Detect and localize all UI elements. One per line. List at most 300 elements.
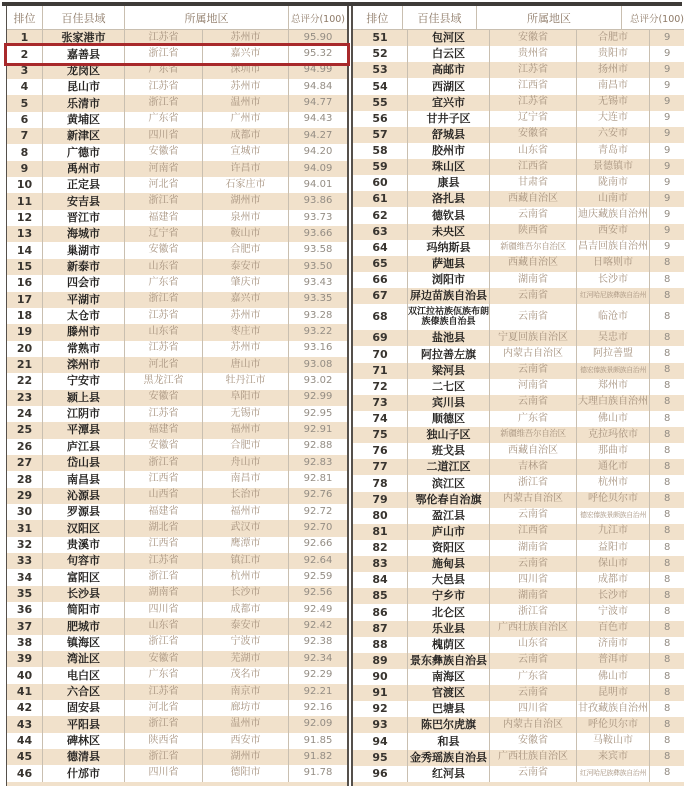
- rank-cell: 53: [353, 62, 408, 78]
- table-row: [7, 390, 347, 406]
- rank-cell: 39: [7, 651, 43, 667]
- county-cell: 浏阳市: [408, 272, 490, 288]
- rank-cell: 46: [7, 765, 43, 781]
- city-cell: 佛山市: [577, 669, 650, 685]
- rank-cell: 1: [7, 30, 43, 46]
- province-cell: 福建省: [125, 422, 203, 438]
- score-cell: 8: [664, 310, 671, 322]
- score-cell: 8: [664, 735, 671, 747]
- rank-cell: 55: [353, 95, 408, 111]
- score-cell: 8: [664, 751, 671, 763]
- county-cell: 镇海区: [43, 635, 125, 651]
- city-cell: 宁波市: [203, 635, 289, 651]
- score-cell: 9: [664, 31, 671, 43]
- score-cell: 93.86: [303, 195, 333, 207]
- city-cell: 红河哈尼族彝族自治州: [577, 766, 650, 782]
- score-cell: 8: [664, 428, 671, 440]
- score-cell: 8: [664, 477, 671, 489]
- rank-cell: 93: [353, 717, 408, 733]
- score-cell: 8: [664, 396, 671, 408]
- score-cell: 8: [664, 273, 671, 285]
- county-cell: 双江拉祜族佤族布朗族傣族自治县: [408, 304, 490, 330]
- header-rank: 排位: [353, 6, 403, 29]
- table-row: [7, 733, 347, 749]
- province-cell: 宁夏回族自治区: [490, 330, 577, 346]
- rank-cell: 58: [353, 143, 408, 159]
- rank-cell: 62: [353, 207, 408, 223]
- county-cell: 平湖市: [43, 292, 125, 308]
- province-cell: 安徽省: [125, 242, 203, 258]
- city-cell: 那曲市: [577, 443, 650, 459]
- city-cell: 嘉兴市: [203, 292, 289, 308]
- header-region: 所属地区: [477, 6, 622, 29]
- table-row: [7, 471, 347, 487]
- score-cell: 94.20: [303, 146, 333, 158]
- table-row: [7, 537, 347, 553]
- province-cell: 云南省: [490, 766, 577, 782]
- province-cell: 广东省: [125, 667, 203, 683]
- header-county: 百佳县域: [43, 6, 125, 29]
- table-row: [7, 716, 347, 732]
- province-cell: 广东省: [125, 112, 203, 128]
- rank-cell: 71: [353, 363, 408, 379]
- county-cell: 贵溪市: [43, 537, 125, 553]
- city-cell: 廊坊市: [203, 700, 289, 716]
- county-cell: 汉阳区: [43, 520, 125, 536]
- city-cell: 宣城市: [203, 144, 289, 160]
- score-cell: 93.66: [303, 227, 333, 239]
- rank-cell: 27: [7, 455, 43, 471]
- city-cell: 吴忠市: [577, 330, 650, 346]
- county-cell: 太仓市: [43, 308, 125, 324]
- table-row: [353, 733, 684, 749]
- city-cell: 无锡市: [203, 406, 289, 422]
- city-cell: 牡丹江市: [203, 373, 289, 389]
- rank-cell: 32: [7, 537, 43, 553]
- province-cell: 山东省: [490, 637, 577, 653]
- city-cell: 百色市: [577, 621, 650, 637]
- county-cell: 简阳市: [43, 602, 125, 618]
- rank-cell: 25: [7, 422, 43, 438]
- county-cell: 正定县: [43, 177, 125, 193]
- score-cell: 92.95: [303, 407, 333, 419]
- table-row: [7, 275, 347, 291]
- county-cell: 西湖区: [408, 78, 490, 94]
- score-cell: 9: [664, 112, 671, 124]
- table-row: [353, 288, 684, 304]
- score-cell: 9: [664, 47, 671, 59]
- table-row: [353, 508, 684, 524]
- county-cell: 官渡区: [408, 685, 490, 701]
- right-ranking-table: [351, 6, 684, 786]
- score-cell: 92.99: [303, 391, 333, 403]
- city-cell: 成都市: [203, 602, 289, 618]
- county-cell: 包河区: [408, 30, 490, 46]
- header-region: 所属地区: [125, 6, 289, 29]
- city-cell: 合肥市: [577, 30, 650, 46]
- table-row: [353, 669, 684, 685]
- table-row: [7, 569, 347, 585]
- table-row: [7, 667, 347, 683]
- city-cell: 南京市: [203, 684, 289, 700]
- rank-cell: 76: [353, 443, 408, 459]
- province-cell: 云南省: [490, 395, 577, 411]
- score-cell: 8: [664, 525, 671, 537]
- rank-cell: 52: [353, 46, 408, 62]
- county-cell: 资阳区: [408, 540, 490, 556]
- county-cell: 颍上县: [43, 390, 125, 406]
- province-cell: 江西省: [125, 471, 203, 487]
- table-row: [7, 488, 347, 504]
- table-row: [7, 292, 347, 308]
- score-cell: 94.99: [303, 64, 333, 76]
- province-cell: 四川省: [125, 602, 203, 618]
- rank-cell: 40: [7, 667, 43, 683]
- city-cell: 克拉玛依市: [577, 427, 650, 443]
- city-cell: 日喀则市: [577, 256, 650, 272]
- table-row: [353, 159, 684, 175]
- rank-cell: 59: [353, 159, 408, 175]
- score-cell: 9: [664, 209, 671, 221]
- rank-cell: 79: [353, 492, 408, 508]
- province-cell: 黑龙江省: [125, 373, 203, 389]
- table-row: [7, 651, 347, 667]
- table-row: [353, 685, 684, 701]
- county-cell: 龙岗区: [43, 63, 125, 79]
- rank-cell: 75: [353, 427, 408, 443]
- county-cell: 梁河县: [408, 363, 490, 379]
- province-cell: 江苏省: [125, 684, 203, 700]
- left-table-header: [7, 6, 347, 30]
- score-cell: 92.34: [303, 652, 333, 664]
- province-cell: 内蒙古自治区: [490, 717, 577, 733]
- province-cell: 福建省: [125, 504, 203, 520]
- header-rank: 排位: [7, 6, 43, 29]
- table-row: [7, 63, 347, 79]
- table-row: [7, 586, 347, 602]
- province-cell: 浙江省: [490, 604, 577, 620]
- table-row: [353, 207, 684, 223]
- table-row: [7, 259, 347, 275]
- city-cell: 福州市: [203, 504, 289, 520]
- score-cell: 8: [664, 606, 671, 618]
- province-cell: 安徽省: [490, 30, 577, 46]
- province-cell: 四川省: [125, 128, 203, 144]
- table-row: [353, 588, 684, 604]
- county-cell: 盈江县: [408, 508, 490, 524]
- rank-cell: 56: [353, 111, 408, 127]
- province-cell: 云南省: [490, 363, 577, 379]
- rank-cell: 87: [353, 621, 408, 637]
- county-cell: 黄埔区: [43, 112, 125, 128]
- province-cell: 安徽省: [125, 439, 203, 455]
- province-cell: 浙江省: [125, 455, 203, 471]
- score-cell: 8: [664, 380, 671, 392]
- city-cell: 合肥市: [203, 439, 289, 455]
- city-cell: 德宏傣族景颇族自治州: [577, 508, 650, 524]
- header-county: 百佳县域: [403, 6, 477, 29]
- table-row: [353, 127, 684, 143]
- score-cell: 8: [664, 541, 671, 553]
- rank-cell: 9: [7, 161, 43, 177]
- table-row: [7, 95, 347, 111]
- rank-cell: 69: [353, 330, 408, 346]
- rank-cell: 36: [7, 602, 43, 618]
- province-cell: 江苏省: [490, 62, 577, 78]
- county-cell: 班戈县: [408, 443, 490, 459]
- rank-cell: 29: [7, 488, 43, 504]
- table-row: [7, 177, 347, 193]
- county-cell: 康县: [408, 175, 490, 191]
- city-cell: 西安市: [203, 733, 289, 749]
- right-table-rows: [353, 30, 684, 786]
- county-cell: 乐业县: [408, 621, 490, 637]
- right-table-header: [353, 6, 684, 30]
- city-cell: 临沧市: [577, 304, 650, 330]
- rank-cell: 5: [7, 95, 43, 111]
- province-cell: 四川省: [490, 572, 577, 588]
- score-cell: 8: [664, 589, 671, 601]
- city-cell: 枣庄市: [203, 324, 289, 340]
- province-cell: 河北省: [125, 177, 203, 193]
- province-cell: 河南省: [125, 161, 203, 177]
- county-cell: 嘉善县: [43, 46, 125, 62]
- rank-cell: 60: [353, 175, 408, 191]
- province-cell: 浙江省: [125, 193, 203, 209]
- score-cell: 94.43: [303, 113, 333, 125]
- province-cell: 浙江省: [125, 749, 203, 765]
- table-row: [7, 324, 347, 340]
- table-row: [353, 427, 684, 443]
- table-row: [353, 379, 684, 395]
- province-cell: 云南省: [490, 288, 577, 304]
- score-cell: 8: [664, 460, 671, 472]
- table-row: [353, 475, 684, 491]
- province-cell: 云南省: [490, 508, 577, 524]
- score-cell: 92.42: [303, 620, 333, 632]
- table-row: [353, 459, 684, 475]
- table-row: [353, 443, 684, 459]
- county-cell: 滕州市: [43, 324, 125, 340]
- table-row: [353, 46, 684, 62]
- rank-cell: 15: [7, 259, 43, 275]
- rank-cell: 24: [7, 406, 43, 422]
- rank-cell: 61: [353, 191, 408, 207]
- table-row: [7, 504, 347, 520]
- county-cell: 罗源县: [43, 504, 125, 520]
- rank-cell: 18: [7, 308, 43, 324]
- score-cell: 8: [664, 622, 671, 634]
- county-cell: 湾沚区: [43, 651, 125, 667]
- table-row: [7, 455, 347, 471]
- city-cell: 红河哈尼族彝族自治州: [577, 288, 650, 304]
- score-cell: 93.35: [303, 293, 333, 305]
- score-cell: 9: [664, 160, 671, 172]
- city-cell: 福州市: [203, 422, 289, 438]
- county-cell: 金秀瑶族自治县: [408, 750, 490, 766]
- city-cell: 泰安市: [203, 259, 289, 275]
- rank-cell: 11: [7, 193, 43, 209]
- score-cell: 8: [664, 257, 671, 269]
- score-cell: 94.27: [303, 129, 333, 141]
- city-cell: 青岛市: [577, 143, 650, 159]
- table-row: [7, 749, 347, 765]
- rank-cell: 35: [7, 586, 43, 602]
- score-cell: 92.88: [303, 440, 333, 452]
- city-cell: 杭州市: [577, 475, 650, 491]
- county-cell: 北仑区: [408, 604, 490, 620]
- score-cell: 8: [664, 638, 671, 650]
- county-cell: 广德市: [43, 144, 125, 160]
- province-cell: 西藏自治区: [490, 443, 577, 459]
- table-row: [7, 373, 347, 389]
- province-cell: 山东省: [125, 324, 203, 340]
- rank-cell: 78: [353, 475, 408, 491]
- county-cell: 陈巴尔虎旗: [408, 717, 490, 733]
- table-row: [7, 341, 347, 357]
- county-cell: 固安县: [43, 700, 125, 716]
- table-row: [7, 46, 347, 62]
- city-cell: 湖州市: [203, 193, 289, 209]
- header-score: 总评分(100): [629, 13, 684, 25]
- table-row: [7, 242, 347, 258]
- rank-cell: 20: [7, 341, 43, 357]
- county-cell: 玛纳斯县: [408, 240, 490, 256]
- table-row: [7, 30, 347, 46]
- table-row: [7, 602, 347, 618]
- province-cell: 云南省: [490, 653, 577, 669]
- city-cell: 温州市: [203, 95, 289, 111]
- province-cell: 甘肃省: [490, 175, 577, 191]
- table-row: [7, 439, 347, 455]
- city-cell: 鹰潭市: [203, 537, 289, 553]
- province-cell: 河北省: [125, 357, 203, 373]
- county-cell: 安吉县: [43, 193, 125, 209]
- rank-cell: 68: [353, 304, 408, 330]
- city-cell: 南昌市: [203, 471, 289, 487]
- county-cell: 宁安市: [43, 373, 125, 389]
- table-row: [353, 240, 684, 256]
- province-cell: 河南省: [490, 379, 577, 395]
- rank-cell: 12: [7, 210, 43, 226]
- province-cell: 浙江省: [125, 292, 203, 308]
- score-cell: 93.02: [303, 374, 333, 386]
- rank-cell: 54: [353, 78, 408, 94]
- table-row: [7, 161, 347, 177]
- rank-cell: 45: [7, 749, 43, 765]
- score-cell: 9: [664, 128, 671, 140]
- city-cell: 大理白族自治州: [577, 395, 650, 411]
- table-row: [7, 357, 347, 373]
- score-cell: 9: [664, 241, 671, 253]
- county-cell: 屏边苗族自治县: [408, 288, 490, 304]
- score-cell: 92.81: [303, 473, 333, 485]
- rank-cell: 94: [353, 733, 408, 749]
- score-cell: 9: [664, 63, 671, 75]
- province-cell: 山西省: [125, 488, 203, 504]
- table-row: [353, 330, 684, 346]
- province-cell: 内蒙古自治区: [490, 492, 577, 508]
- city-cell: 陇南市: [577, 175, 650, 191]
- city-cell: 成都市: [577, 572, 650, 588]
- rank-cell: 34: [7, 569, 43, 585]
- county-cell: 胶州市: [408, 143, 490, 159]
- table-row: [353, 143, 684, 159]
- province-cell: 陕西省: [125, 733, 203, 749]
- table-row: [353, 363, 684, 379]
- county-cell: 甘井子区: [408, 111, 490, 127]
- table-row: [353, 111, 684, 127]
- rank-cell: 92: [353, 701, 408, 717]
- province-cell: 江苏省: [125, 30, 203, 46]
- county-cell: 张家港市: [43, 30, 125, 46]
- county-cell: 昆山市: [43, 79, 125, 95]
- city-cell: 杭州市: [203, 569, 289, 585]
- province-cell: 江苏省: [125, 406, 203, 422]
- province-cell: 广东省: [490, 669, 577, 685]
- county-cell: 大邑县: [408, 572, 490, 588]
- rank-cell: 96: [353, 766, 408, 782]
- rank-cell: 42: [7, 700, 43, 716]
- province-cell: 湖南省: [490, 540, 577, 556]
- province-cell: 江苏省: [125, 308, 203, 324]
- score-cell: 8: [664, 557, 671, 569]
- province-cell: 浙江省: [125, 95, 203, 111]
- score-cell: 8: [664, 670, 671, 682]
- rank-cell: 26: [7, 439, 43, 455]
- city-cell: 长沙市: [203, 586, 289, 602]
- table-row: [353, 750, 684, 766]
- score-cell: 91.78: [303, 767, 333, 779]
- province-cell: 云南省: [490, 207, 577, 223]
- table-row: [353, 637, 684, 653]
- province-cell: 山东省: [125, 618, 203, 634]
- county-cell: 平潭县: [43, 422, 125, 438]
- county-cell: 珠山区: [408, 159, 490, 175]
- province-cell: 河北省: [125, 700, 203, 716]
- table-row: [353, 572, 684, 588]
- city-cell: 呼伦贝尔市: [577, 717, 650, 733]
- city-cell: 合肥市: [203, 242, 289, 258]
- city-cell: 普洱市: [577, 653, 650, 669]
- county-cell: 庐江县: [43, 439, 125, 455]
- rank-cell: 64: [353, 240, 408, 256]
- rank-cell: 31: [7, 520, 43, 536]
- county-cell: 宜兴市: [408, 95, 490, 111]
- rank-cell: 83: [353, 556, 408, 572]
- province-cell: 山东省: [490, 143, 577, 159]
- rank-cell: 67: [353, 288, 408, 304]
- city-cell: 武汉市: [203, 520, 289, 536]
- rank-cell: 7: [7, 128, 43, 144]
- province-cell: 西藏自治区: [490, 256, 577, 272]
- city-cell: 通化市: [577, 459, 650, 475]
- county-cell: 和县: [408, 733, 490, 749]
- rank-cell: 85: [353, 588, 408, 604]
- county-cell: 电白区: [43, 667, 125, 683]
- rank-cell: 88: [353, 637, 408, 653]
- score-cell: 93.16: [303, 342, 333, 354]
- score-cell: 92.09: [303, 718, 333, 730]
- score-cell: 95.90: [303, 31, 333, 43]
- table-row: [353, 304, 684, 330]
- rank-cell: 14: [7, 242, 43, 258]
- city-cell: 大连市: [577, 111, 650, 127]
- county-cell: 二道江区: [408, 459, 490, 475]
- rank-cell: 10: [7, 177, 43, 193]
- table-row: [7, 618, 347, 634]
- county-cell: 富阳区: [43, 569, 125, 585]
